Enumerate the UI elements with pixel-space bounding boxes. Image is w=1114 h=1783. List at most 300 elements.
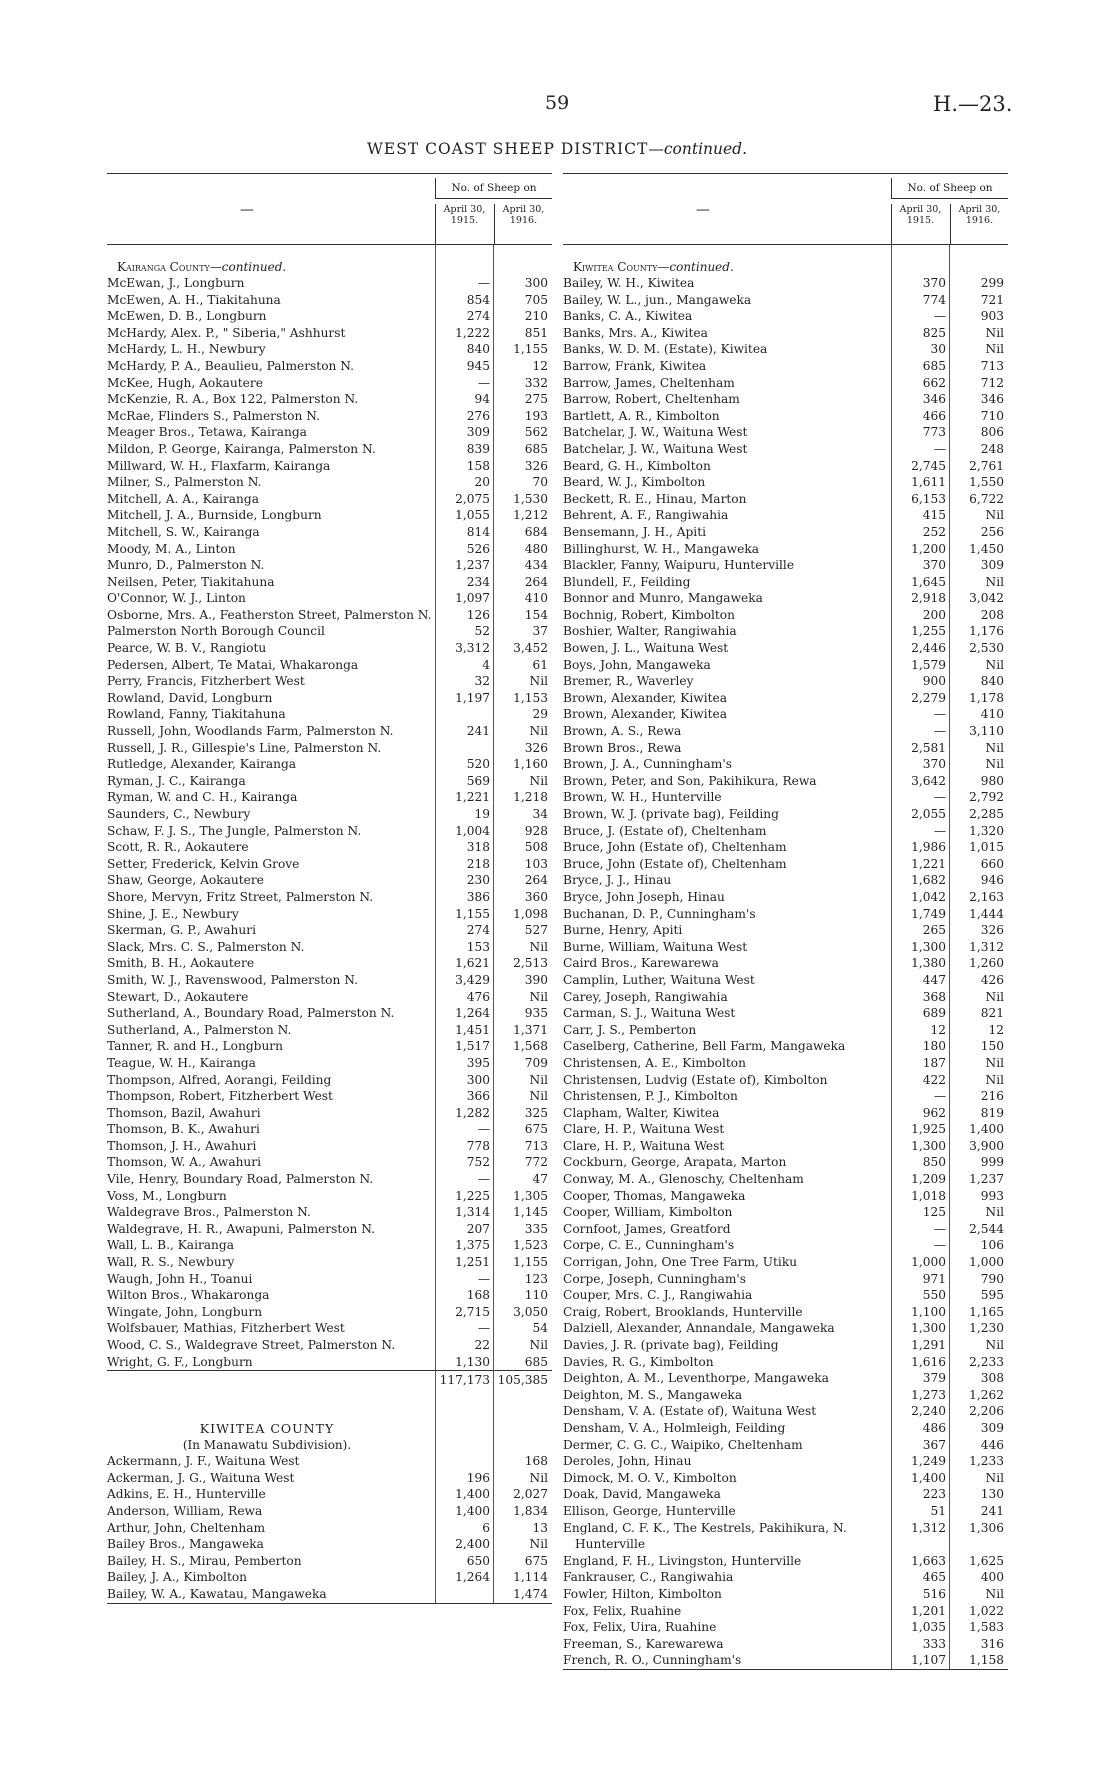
table-row bbox=[563, 806, 1008, 823]
sheep-1915: 1,251 bbox=[455, 1255, 490, 1270]
sheep-1916: 130 bbox=[980, 1487, 1004, 1502]
table-row bbox=[563, 1453, 1008, 1470]
owner-name: French, R. O., Cunningham's bbox=[563, 1653, 742, 1668]
sheep-1916: 12 bbox=[988, 1022, 1004, 1037]
sheep-1916: 360 bbox=[524, 889, 548, 904]
table-row bbox=[563, 1370, 1008, 1387]
table-row bbox=[107, 1254, 552, 1271]
owner-name: Bruce, J. (Estate of), Cheltenham bbox=[563, 823, 767, 838]
owner-name: Wingate, John, Longburn bbox=[107, 1304, 263, 1319]
table-row bbox=[107, 789, 552, 806]
sheep-1916: Nil bbox=[985, 1205, 1004, 1220]
owner-name: Brown, Alexander, Kiwitea bbox=[563, 707, 728, 722]
sheep-1916: 595 bbox=[980, 1288, 1004, 1303]
owner-name: Thomson, J. H., Awahuri bbox=[107, 1138, 257, 1153]
table-row bbox=[563, 955, 1008, 972]
sheep-1915: 196 bbox=[466, 1470, 490, 1485]
sheep-1916: 70 bbox=[532, 475, 548, 490]
table-row bbox=[107, 491, 552, 508]
table-row bbox=[107, 1304, 552, 1321]
sheep-1916: 980 bbox=[980, 773, 1004, 788]
total-1916: 105,385 bbox=[497, 1373, 548, 1388]
owner-name: Pearce, W. B. V., Rangiotu bbox=[107, 641, 267, 656]
owner-name: Densham, V. A. (Estate of), Waituna West bbox=[563, 1404, 817, 1419]
table-row bbox=[107, 856, 552, 873]
table-row bbox=[107, 989, 552, 1006]
sheep-1915: 1,616 bbox=[911, 1354, 946, 1369]
owner-name: Clare, H. P., Waituna West bbox=[563, 1122, 725, 1137]
sheep-1916: 713 bbox=[980, 358, 1004, 373]
owner-name: Thomson, Bazil, Awahuri bbox=[107, 1105, 261, 1120]
sheep-1915: 1,221 bbox=[455, 790, 490, 805]
sheep-1916: 434 bbox=[524, 558, 548, 573]
table-row bbox=[563, 823, 1008, 840]
table-row bbox=[563, 972, 1008, 989]
sheep-1916: Nil bbox=[985, 989, 1004, 1004]
kiwitea-county-heading: KIWITEA COUNTY bbox=[199, 1421, 335, 1437]
table-row bbox=[107, 1072, 552, 1089]
table-row bbox=[563, 1038, 1008, 1055]
sheep-1916: 300 bbox=[524, 276, 548, 290]
table-row bbox=[107, 690, 552, 707]
owner-name: Wolfsbauer, Mathias, Fitzherbert West bbox=[107, 1321, 345, 1336]
sheep-1916: 821 bbox=[980, 1006, 1004, 1021]
sheep-1916: 168 bbox=[524, 1454, 548, 1469]
sheep-1916: 1,237 bbox=[969, 1172, 1004, 1187]
table-row bbox=[563, 623, 1008, 640]
table-row bbox=[563, 1022, 1008, 1039]
table-row bbox=[107, 408, 552, 425]
sheep-1915: 395 bbox=[466, 1055, 490, 1070]
header-no-sheep: No. of Sheep on bbox=[891, 178, 1008, 199]
header-name-dash: — bbox=[696, 202, 710, 218]
owner-name: Wright, G. F., Longburn bbox=[107, 1354, 253, 1369]
sheep-1916: 1,022 bbox=[969, 1603, 1004, 1618]
sheep-1916: 2,544 bbox=[969, 1221, 1004, 1236]
table-row bbox=[107, 1105, 552, 1122]
table-row bbox=[563, 541, 1008, 558]
sheep-1915: — bbox=[933, 724, 946, 739]
sheep-1916: Nil bbox=[529, 939, 548, 954]
sheep-1916: 840 bbox=[980, 674, 1004, 689]
table-row bbox=[563, 1520, 1008, 1553]
table-row bbox=[107, 1337, 552, 1354]
sheep-1916: Nil bbox=[985, 342, 1004, 357]
table-row bbox=[563, 640, 1008, 657]
owner-name: England, F. H., Livingston, Hunterville bbox=[563, 1553, 802, 1568]
sheep-1915: 153 bbox=[466, 939, 490, 954]
table-row bbox=[563, 458, 1008, 475]
owner-name: Perry, Francis, Fitzherbert West bbox=[107, 674, 305, 689]
sheep-1915: 486 bbox=[922, 1420, 946, 1435]
table-row bbox=[563, 341, 1008, 358]
sheep-1915: 346 bbox=[922, 392, 946, 407]
owner-name: Deighton, M. S., Mangaweka bbox=[563, 1387, 743, 1402]
table-row bbox=[107, 1221, 552, 1238]
owner-name: England, C. F. K., The Kestrels, Pakihikura, N. Hunterville bbox=[563, 1520, 847, 1552]
section-name: Kairanga County bbox=[117, 260, 210, 274]
owner-name: Brown, Peter, and Son, Pakihikura, Rewa bbox=[563, 773, 817, 788]
owner-name: Clare, H. P., Waituna West bbox=[563, 1138, 725, 1153]
sheep-1916: 1,400 bbox=[969, 1122, 1004, 1137]
owner-name: Rutledge, Alexander, Kairanga bbox=[107, 757, 297, 772]
sheep-1915: 1,264 bbox=[455, 1570, 490, 1585]
owner-name: Thomson, W. A., Awahuri bbox=[107, 1155, 262, 1170]
table-row bbox=[563, 1586, 1008, 1603]
owner-name: Cornfoot, James, Greatford bbox=[563, 1221, 731, 1236]
sheep-1916: 684 bbox=[524, 524, 548, 539]
owner-name: Mildon, P. George, Kairanga, Palmerston N. bbox=[107, 441, 376, 456]
table-row bbox=[563, 1055, 1008, 1072]
owner-name: Bailey, H. S., Mirau, Pemberton bbox=[107, 1553, 302, 1568]
section-continued: —continued. bbox=[657, 260, 734, 274]
sheep-1915: — bbox=[477, 1271, 490, 1286]
total-1915: 117,173 bbox=[439, 1373, 490, 1388]
sheep-1916: 316 bbox=[980, 1636, 1004, 1651]
sheep-1915: — bbox=[933, 441, 946, 456]
owner-name: Dermer, C. G. C., Waipiko, Cheltenham bbox=[563, 1437, 803, 1452]
table-row bbox=[563, 773, 1008, 790]
table-row bbox=[563, 491, 1008, 508]
owner-name: Freeman, S., Karewarewa bbox=[563, 1636, 724, 1651]
table-row bbox=[107, 839, 552, 856]
table-row bbox=[107, 507, 552, 524]
owner-name: Ryman, W. and C. H., Kairanga bbox=[107, 790, 298, 805]
sheep-1916: 999 bbox=[980, 1155, 1004, 1170]
table-row bbox=[563, 1603, 1008, 1620]
owner-name: Saunders, C., Newbury bbox=[107, 807, 251, 821]
owner-name: Corpe, C. E., Cunningham's bbox=[563, 1238, 735, 1253]
sheep-1915: 1,130 bbox=[455, 1354, 490, 1369]
owner-name: Vile, Henry, Boundary Road, Palmerston N. bbox=[107, 1172, 374, 1187]
owner-name: Bensemann, J. H., Apiti bbox=[563, 524, 706, 539]
kiwitea-county-subheading: (In Manawatu Subdivision). bbox=[182, 1438, 352, 1453]
sheep-1916: 299 bbox=[980, 276, 1004, 290]
sheep-1915: 422 bbox=[922, 1072, 946, 1087]
sheep-1916: 1,145 bbox=[513, 1205, 548, 1220]
owner-name: Corpe, Joseph, Cunningham's bbox=[563, 1271, 747, 1286]
owner-name: Ackerman, J. G., Waituna West bbox=[107, 1470, 295, 1485]
table-row bbox=[563, 1005, 1008, 1022]
owner-name: Christensen, Ludvig (Estate of), Kimbolton bbox=[563, 1072, 828, 1087]
sheep-1916: 1,155 bbox=[513, 1255, 548, 1270]
owner-name: Corrigan, John, One Tree Farm, Utiku bbox=[563, 1255, 798, 1270]
owner-name: Brown, J. A., Cunningham's bbox=[563, 757, 732, 772]
sheep-1915: 1,225 bbox=[455, 1188, 490, 1203]
sheep-1916: 1,474 bbox=[513, 1586, 548, 1601]
table-row bbox=[563, 1420, 1008, 1437]
sheep-1915: 223 bbox=[922, 1487, 946, 1502]
table-row bbox=[563, 1121, 1008, 1138]
owner-name: Meager Bros., Tetawa, Kairanga bbox=[107, 425, 307, 440]
table-row bbox=[107, 1503, 552, 1520]
owner-name: Burne, Henry, Apiti bbox=[563, 923, 683, 938]
table-row bbox=[563, 1237, 1008, 1254]
sheep-1916: 150 bbox=[980, 1039, 1004, 1054]
sheep-1915: 1,004 bbox=[455, 823, 490, 838]
sheep-1916: 208 bbox=[980, 607, 1004, 622]
sheep-1915: 945 bbox=[466, 358, 490, 373]
owner-name: Beckett, R. E., Hinau, Marton bbox=[563, 491, 747, 506]
sheep-1916: 527 bbox=[524, 923, 548, 938]
sheep-1916: 264 bbox=[524, 574, 548, 589]
sheep-1915: 476 bbox=[466, 989, 490, 1004]
table-row bbox=[107, 1237, 552, 1254]
right-column bbox=[563, 173, 1008, 1670]
sheep-1915: 839 bbox=[466, 441, 490, 456]
sheep-1915: 52 bbox=[474, 624, 490, 639]
owner-name: McHardy, L. H., Newbury bbox=[107, 342, 266, 357]
sheep-1916: 390 bbox=[524, 972, 548, 987]
sheep-1916: Nil bbox=[985, 1586, 1004, 1601]
sheep-1916: 1,320 bbox=[969, 823, 1004, 838]
sheep-1916: 1,306 bbox=[969, 1520, 1004, 1535]
owner-name: Buchanan, D. P., Cunningham's bbox=[563, 906, 756, 921]
sheep-1916: 2,233 bbox=[969, 1354, 1004, 1369]
sheep-1915: 1,400 bbox=[455, 1503, 490, 1518]
sheep-1915: 2,075 bbox=[455, 491, 490, 506]
table-row bbox=[107, 706, 552, 723]
owner-name: Sutherland, A., Palmerston N. bbox=[107, 1022, 292, 1037]
sheep-1915: — bbox=[477, 1172, 490, 1187]
owner-name: Bonnor and Munro, Mangaweka bbox=[563, 591, 763, 606]
owner-name: Thomson, B. K., Awahuri bbox=[107, 1122, 260, 1137]
sheep-1916: 1,450 bbox=[969, 541, 1004, 556]
table-row bbox=[563, 1619, 1008, 1636]
sheep-1916: 1,625 bbox=[969, 1553, 1004, 1568]
sheep-1915: 2,279 bbox=[911, 690, 946, 705]
owner-name: Christensen, P. J., Kimbolton bbox=[563, 1089, 738, 1104]
owner-name: Palmerston North Borough Council bbox=[107, 624, 325, 639]
sheep-1916: 685 bbox=[524, 1354, 548, 1369]
owner-name: Bailey, W. A., Kawatau, Mangaweka bbox=[107, 1586, 327, 1601]
owner-name: Boshier, Walter, Rangiwahia bbox=[563, 624, 737, 639]
sheep-1916: 1,155 bbox=[513, 342, 548, 357]
sheep-1916: 241 bbox=[980, 1503, 1004, 1518]
table-row bbox=[563, 1652, 1008, 1669]
sheep-1916: 1,530 bbox=[513, 491, 548, 506]
sheep-1915: 1,201 bbox=[911, 1603, 946, 1618]
sheep-1916: 309 bbox=[980, 558, 1004, 573]
table-row bbox=[107, 1553, 552, 1570]
sheep-1916: 712 bbox=[980, 375, 1004, 390]
owner-name: Dalziell, Alexander, Annandale, Mangaweka bbox=[563, 1321, 835, 1336]
sheep-1915: 1,749 bbox=[911, 906, 946, 921]
sheep-1916: 2,792 bbox=[969, 790, 1004, 805]
table-row bbox=[563, 839, 1008, 856]
sheep-1916: 54 bbox=[532, 1321, 548, 1336]
section-continued: —continued. bbox=[209, 260, 287, 274]
owner-name: Boys, John, Mangaweka bbox=[563, 657, 711, 672]
owner-name: Wall, R. S., Newbury bbox=[107, 1255, 235, 1270]
table-row bbox=[563, 1569, 1008, 1586]
table-row bbox=[563, 889, 1008, 906]
owner-name: Burne, William, Waituna West bbox=[563, 939, 748, 954]
left-rows-kiwitea bbox=[107, 1453, 552, 1602]
sheep-1916: 685 bbox=[524, 441, 548, 456]
sheep-1916: 248 bbox=[980, 441, 1004, 456]
sheep-1916: 123 bbox=[524, 1271, 548, 1286]
table-row bbox=[107, 1354, 552, 1371]
sheep-1916: 508 bbox=[524, 840, 548, 855]
owner-name: Smith, B. H., Aokautere bbox=[107, 956, 255, 971]
table-row bbox=[563, 1188, 1008, 1205]
owner-name: Millward, W. H., Flaxfarm, Kairanga bbox=[107, 458, 331, 473]
total-row bbox=[107, 1370, 552, 1389]
table-row bbox=[107, 922, 552, 939]
owner-name: Behrent, A. F., Rangiwahia bbox=[563, 508, 729, 523]
sheep-1916: 721 bbox=[980, 292, 1004, 307]
table-row bbox=[563, 1171, 1008, 1188]
sheep-1915: 32 bbox=[474, 674, 490, 689]
table-row bbox=[107, 590, 552, 607]
sheep-1916: 806 bbox=[980, 425, 1004, 440]
sheep-1916: 326 bbox=[524, 458, 548, 473]
table-row bbox=[563, 690, 1008, 707]
header-year-1915: April 30, 1915. bbox=[435, 204, 493, 244]
sheep-1915: 662 bbox=[922, 375, 946, 390]
owner-name: Beard, W. J., Kimbolton bbox=[563, 475, 706, 490]
sheep-1916: 705 bbox=[524, 292, 548, 307]
sheep-1915: 241 bbox=[466, 724, 490, 739]
owner-name: Deighton, A. M., Leventhorpe, Mangaweka bbox=[563, 1371, 829, 1386]
table-row bbox=[563, 1154, 1008, 1171]
page-number: 59 bbox=[545, 92, 570, 114]
owner-name: McKee, Hugh, Aokautere bbox=[107, 375, 263, 390]
sheep-1916: 275 bbox=[524, 392, 548, 407]
owner-name: Teague, W. H., Kairanga bbox=[107, 1055, 256, 1070]
table-row bbox=[107, 939, 552, 956]
sheep-1915: 200 bbox=[922, 607, 946, 622]
sheep-1915: 850 bbox=[922, 1155, 946, 1170]
sheep-1916: Nil bbox=[985, 574, 1004, 589]
table-row bbox=[563, 1271, 1008, 1288]
left-table-body bbox=[107, 245, 552, 1604]
sheep-1916: 660 bbox=[980, 856, 1004, 871]
owner-name: Densham, V. A., Holmleigh, Feilding bbox=[563, 1420, 786, 1435]
table-row bbox=[563, 507, 1008, 524]
table-row bbox=[107, 1470, 552, 1487]
sheep-1915: 19 bbox=[474, 807, 490, 821]
sheep-1916: Nil bbox=[529, 1470, 548, 1485]
sheep-1916: 1,160 bbox=[513, 757, 548, 772]
table-row bbox=[107, 541, 552, 558]
table-row bbox=[563, 391, 1008, 408]
sheep-1915: 1,222 bbox=[455, 325, 490, 340]
owner-name: Mitchell, J. A., Burnside, Longburn bbox=[107, 508, 322, 523]
sheep-1916: 326 bbox=[980, 923, 1004, 938]
owner-name: Wall, L. B., Kairanga bbox=[107, 1238, 234, 1253]
owner-name: Voss, M., Longburn bbox=[107, 1188, 227, 1203]
sheep-1915: 520 bbox=[466, 757, 490, 772]
owner-name: Brown Bros., Rewa bbox=[563, 740, 682, 755]
sheep-1916: 61 bbox=[532, 657, 548, 672]
left-column bbox=[107, 173, 552, 1604]
table-row bbox=[107, 292, 552, 309]
table-row bbox=[107, 1022, 552, 1039]
sheep-1916: 154 bbox=[524, 607, 548, 622]
table-row bbox=[563, 1387, 1008, 1404]
sheep-1915: 168 bbox=[466, 1288, 490, 1303]
sheep-1915: 1,197 bbox=[455, 690, 490, 705]
owner-name: Deroles, John, Hinau bbox=[563, 1454, 692, 1469]
table-row bbox=[107, 1154, 552, 1171]
sheep-1916: 308 bbox=[980, 1371, 1004, 1386]
owner-name: Scott, R. R., Aokautere bbox=[107, 840, 249, 855]
sheep-1915: 94 bbox=[474, 392, 490, 407]
sheep-1916: 3,042 bbox=[969, 591, 1004, 606]
sheep-1915: 126 bbox=[466, 607, 490, 622]
table-row bbox=[563, 1287, 1008, 1304]
left-table-header bbox=[107, 173, 552, 245]
table-row bbox=[107, 1453, 552, 1470]
sheep-1916: 29 bbox=[532, 707, 548, 722]
sheep-1915: 752 bbox=[466, 1155, 490, 1170]
sheep-1915: 3,429 bbox=[455, 972, 490, 987]
table-row bbox=[107, 441, 552, 458]
sheep-1916: 562 bbox=[524, 425, 548, 440]
sheep-1916: 3,110 bbox=[969, 724, 1004, 739]
table-row bbox=[563, 557, 1008, 574]
table-row bbox=[563, 607, 1008, 624]
sheep-1915: 650 bbox=[466, 1553, 490, 1568]
owner-name: Fox, Felix, Ruahine bbox=[563, 1603, 682, 1618]
table-row bbox=[563, 723, 1008, 740]
table-row bbox=[563, 1486, 1008, 1503]
sheep-1916: 675 bbox=[524, 1553, 548, 1568]
sheep-1916: 709 bbox=[524, 1055, 548, 1070]
table-row bbox=[107, 391, 552, 408]
sheep-1915: 465 bbox=[922, 1570, 946, 1585]
owner-name: Pedersen, Albert, Te Matai, Whakaronga bbox=[107, 657, 359, 672]
owner-name: Adkins, E. H., Hunterville bbox=[107, 1487, 266, 1502]
sheep-1916: 47 bbox=[532, 1172, 548, 1187]
table-row bbox=[563, 1320, 1008, 1337]
table-row bbox=[107, 972, 552, 989]
sheep-1915: 689 bbox=[922, 1006, 946, 1021]
header-no-sheep: No. of Sheep on bbox=[435, 178, 552, 199]
sheep-1916: 1,114 bbox=[513, 1570, 548, 1585]
table-row bbox=[107, 756, 552, 773]
table-row bbox=[563, 856, 1008, 873]
sheep-1915: 1,300 bbox=[911, 1138, 946, 1153]
table-row bbox=[107, 889, 552, 906]
owner-name: Caselberg, Catherine, Bell Farm, Mangaweka bbox=[563, 1039, 846, 1054]
table-row bbox=[107, 574, 552, 591]
sheep-1915: 265 bbox=[922, 923, 946, 938]
table-row bbox=[107, 524, 552, 541]
sheep-1915: 1,300 bbox=[911, 1321, 946, 1336]
sheep-1915: 1,018 bbox=[911, 1188, 946, 1203]
table-row bbox=[107, 640, 552, 657]
sheep-1916: 410 bbox=[524, 591, 548, 606]
sheep-1915: 840 bbox=[466, 342, 490, 357]
sheep-1916: 819 bbox=[980, 1105, 1004, 1120]
owner-name: Barrow, Frank, Kiwitea bbox=[563, 358, 707, 373]
table-row bbox=[107, 806, 552, 823]
table-row bbox=[107, 474, 552, 491]
owner-name: Wood, C. S., Waldegrave Street, Palmerston N. bbox=[107, 1338, 396, 1352]
sheep-1916: 772 bbox=[524, 1155, 548, 1170]
sheep-1916: 2,163 bbox=[969, 889, 1004, 904]
sheep-1915: 2,446 bbox=[911, 641, 946, 656]
table-row bbox=[563, 275, 1008, 292]
owner-name: Doak, David, Mangaweka bbox=[563, 1487, 721, 1502]
table-row bbox=[107, 657, 552, 674]
table-row bbox=[107, 1486, 552, 1503]
sheep-1916: 2,761 bbox=[969, 458, 1004, 473]
sheep-1915: 370 bbox=[922, 276, 946, 290]
